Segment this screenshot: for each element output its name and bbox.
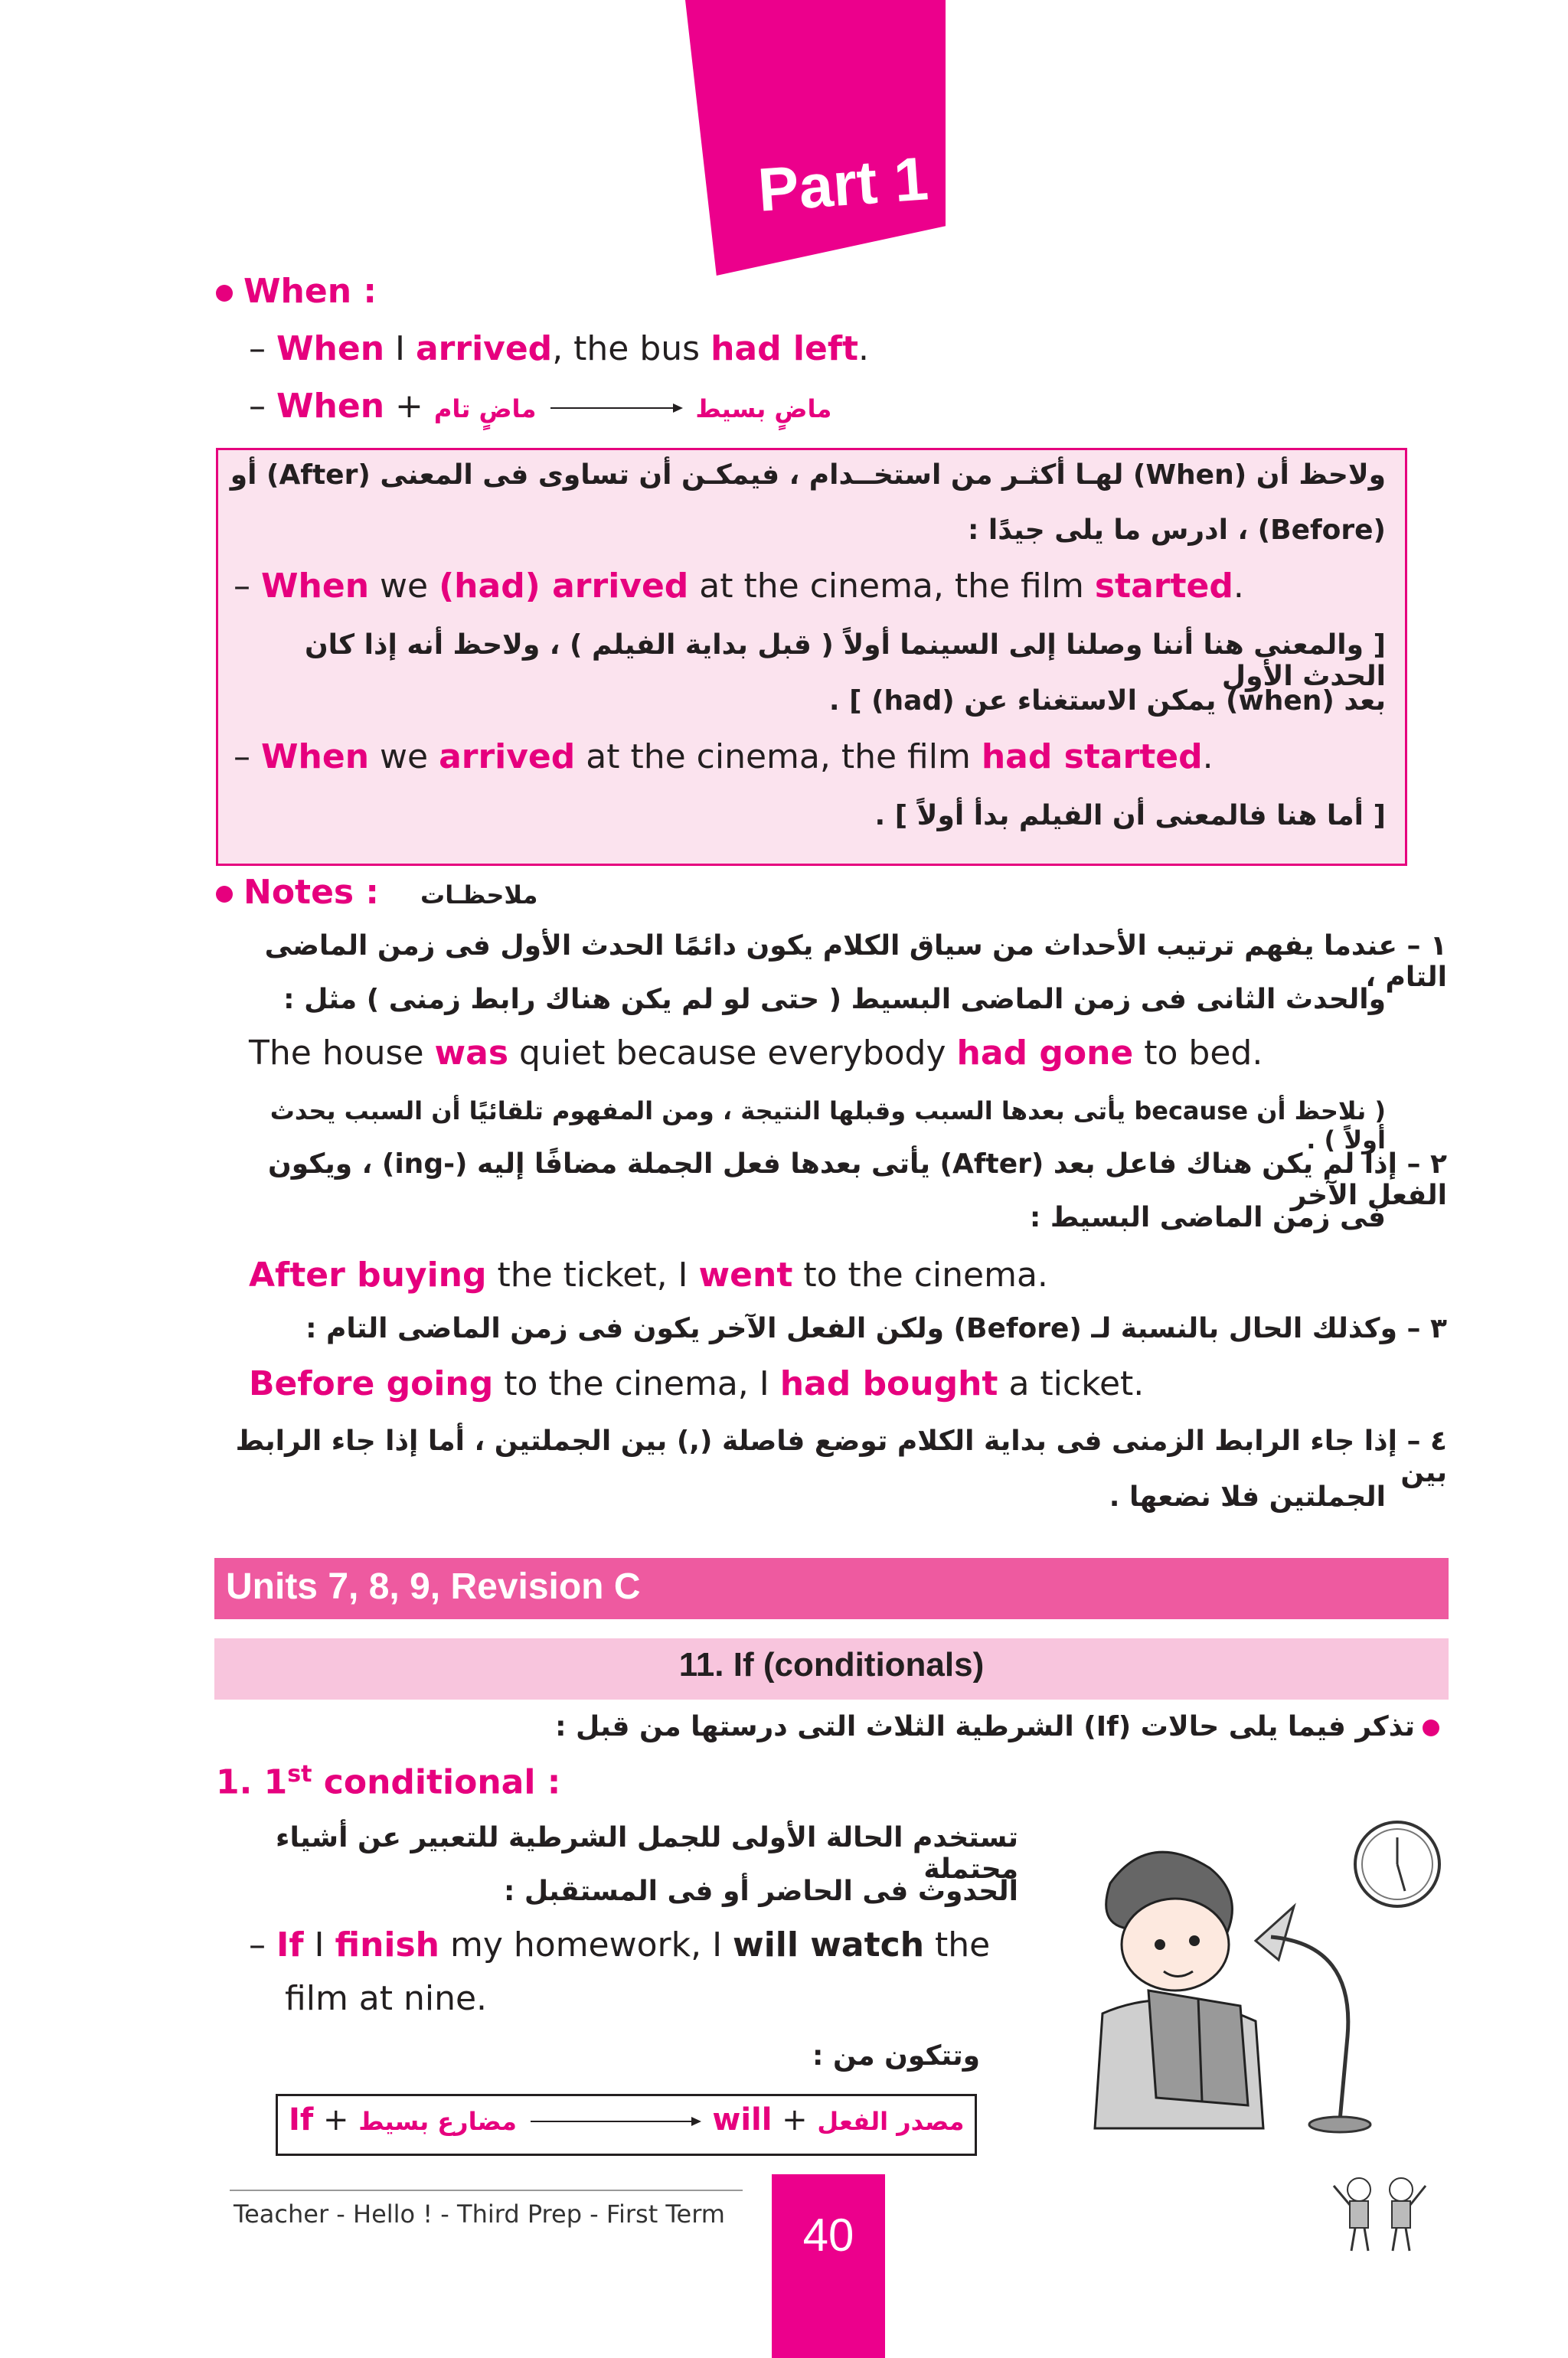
conditionals-title: 11. If (conditionals): [678, 1646, 985, 1684]
bullet-icon: [1423, 1720, 1439, 1736]
note2-example: After buying the ticket, I went to the cinema.: [249, 1256, 1048, 1295]
note4-arabic-2: الجملتين فلا نضعها .: [1109, 1481, 1386, 1513]
lamp-icon: [1256, 1906, 1370, 2132]
note1-example: The house was quiet because everybody had gone to bed.: [249, 1034, 1263, 1073]
note1-arabic-3: ( نلاحظ أن because يأتى بعدها السبب وقبلها النتيجة ، ومن المفهوم تلقائيًا أن السبب يحدث أولاً ) .: [270, 1096, 1386, 1155]
first-example: – If I finish my homework, I will watch the: [249, 1925, 991, 1964]
clock-icon: [1355, 1822, 1439, 1906]
formula-box: [276, 2094, 977, 2156]
footer-text: Teacher - Hello ! - Third Prep - First Term: [234, 2200, 725, 2229]
box-arabic-3: [ والمعنى هنا أننا وصلنا إلى السينما أولاً ( قبل بداية الفيلم ) ، ولاحظ أنه إذا كان الحدث الأول: [304, 629, 1386, 692]
note1-arabic-2: والحدث الثانى فى زمن الماضى البسيط ( حتى لو لم يكن هناك رابط زمنى ) مثل :: [283, 984, 1386, 1015]
note2-arabic-1: ٢ – إذا لم يكن هناك فاعل بعد (After) يأتى بعدها فعل الجملة مضافًا إليه (-ing) ، ويكون الفعل الآخر: [268, 1148, 1447, 1211]
when-formula: – When + ماضٍ بسيط ماضٍ تام: [249, 387, 832, 426]
conditionals-intro: تذكر فيما يلى حالات (If) الشرطية الثلاث التى درستها من قبل :: [222, 1711, 1439, 1742]
when-example: – When I arrived, the bus had left.: [249, 329, 870, 368]
box-arabic-1: ولاحظ أن (When) لهـا أكثـر من استخــدام ، فيمكـن أن تساوى فى المعنى (After) أو: [230, 459, 1386, 491]
units-title: Units 7, 8, 9, Revision C: [226, 1566, 641, 1607]
first-example-cont: film at nine.: [285, 1979, 488, 2018]
box-arabic-2: (Before) ، ادرس ما يلى جيدًا :: [967, 514, 1386, 546]
first-conditional-heading: 1. 1st conditional :: [216, 1761, 561, 1802]
part-banner: [685, 0, 946, 276]
note4-arabic-1: ٤ – إذا جاء الرابط الزمنى فى بداية الكلام توضع فاصلة (,) بين الجملتين ، أما إذا جاء الرابط بين: [235, 1426, 1447, 1488]
box-example-2: – When we arrived at the cinema, the film had started.: [234, 737, 1214, 776]
kids-illustration: [1325, 2170, 1432, 2262]
note3-arabic-1: ٣ – وكذلك الحال بالنسبة لـ (Before) ولكن الفعل الآخر يكون فى زمن الماضى التام :: [305, 1313, 1447, 1344]
page-number: 40: [802, 2209, 854, 2261]
arrow-icon: [527, 2114, 703, 2129]
note3-example: Before going to the cinema, I had bought a ticket.: [249, 1364, 1145, 1403]
box-example-1: – When we (had) arrived at the cinema, the film started.: [234, 567, 1244, 606]
when-heading: When :: [216, 272, 377, 311]
girl-reading-illustration: [1064, 1814, 1447, 2144]
notes-heading: Notes : ملاحظـات: [216, 873, 537, 912]
note2-arabic-2: فى زمن الماضى البسيط :: [1029, 1202, 1386, 1233]
footer-divider: [230, 2190, 743, 2191]
part-title: Part 1: [756, 144, 931, 224]
formula-content: If + مضارع بسيط will + مصدر الفعل: [289, 2102, 965, 2138]
bullet-icon: [216, 886, 233, 903]
note1-arabic-1: ١ – عندما يفهم ترتيب الأحداث من سياق الكلام يكون دائمًا الحدث الأول فى زمن الماضى التام ،: [264, 930, 1447, 993]
conditionals-title-bar: [214, 1638, 1449, 1700]
arrow-icon: [547, 400, 684, 416]
first-arabic-2: الحدوث فى الحاضر أو فى المستقبل :: [503, 1876, 1018, 1907]
bullet-icon: [216, 285, 233, 302]
box-arabic-4: بعد (when) يمكن الاستغناء عن (had) ] .: [828, 685, 1386, 717]
consists-of-label: وتتكون من :: [812, 2040, 980, 2072]
girl-icon: [1095, 1852, 1263, 2128]
box-arabic-5: [ أما هنا فالمعنى أن الفيلم بدأ أولاً ] .: [874, 800, 1386, 831]
page-number-box: [772, 2174, 885, 2358]
first-arabic-1: تستخدم الحالة الأولى للجمل الشرطية للتعبير عن أشياء محتملة: [276, 1822, 1018, 1885]
